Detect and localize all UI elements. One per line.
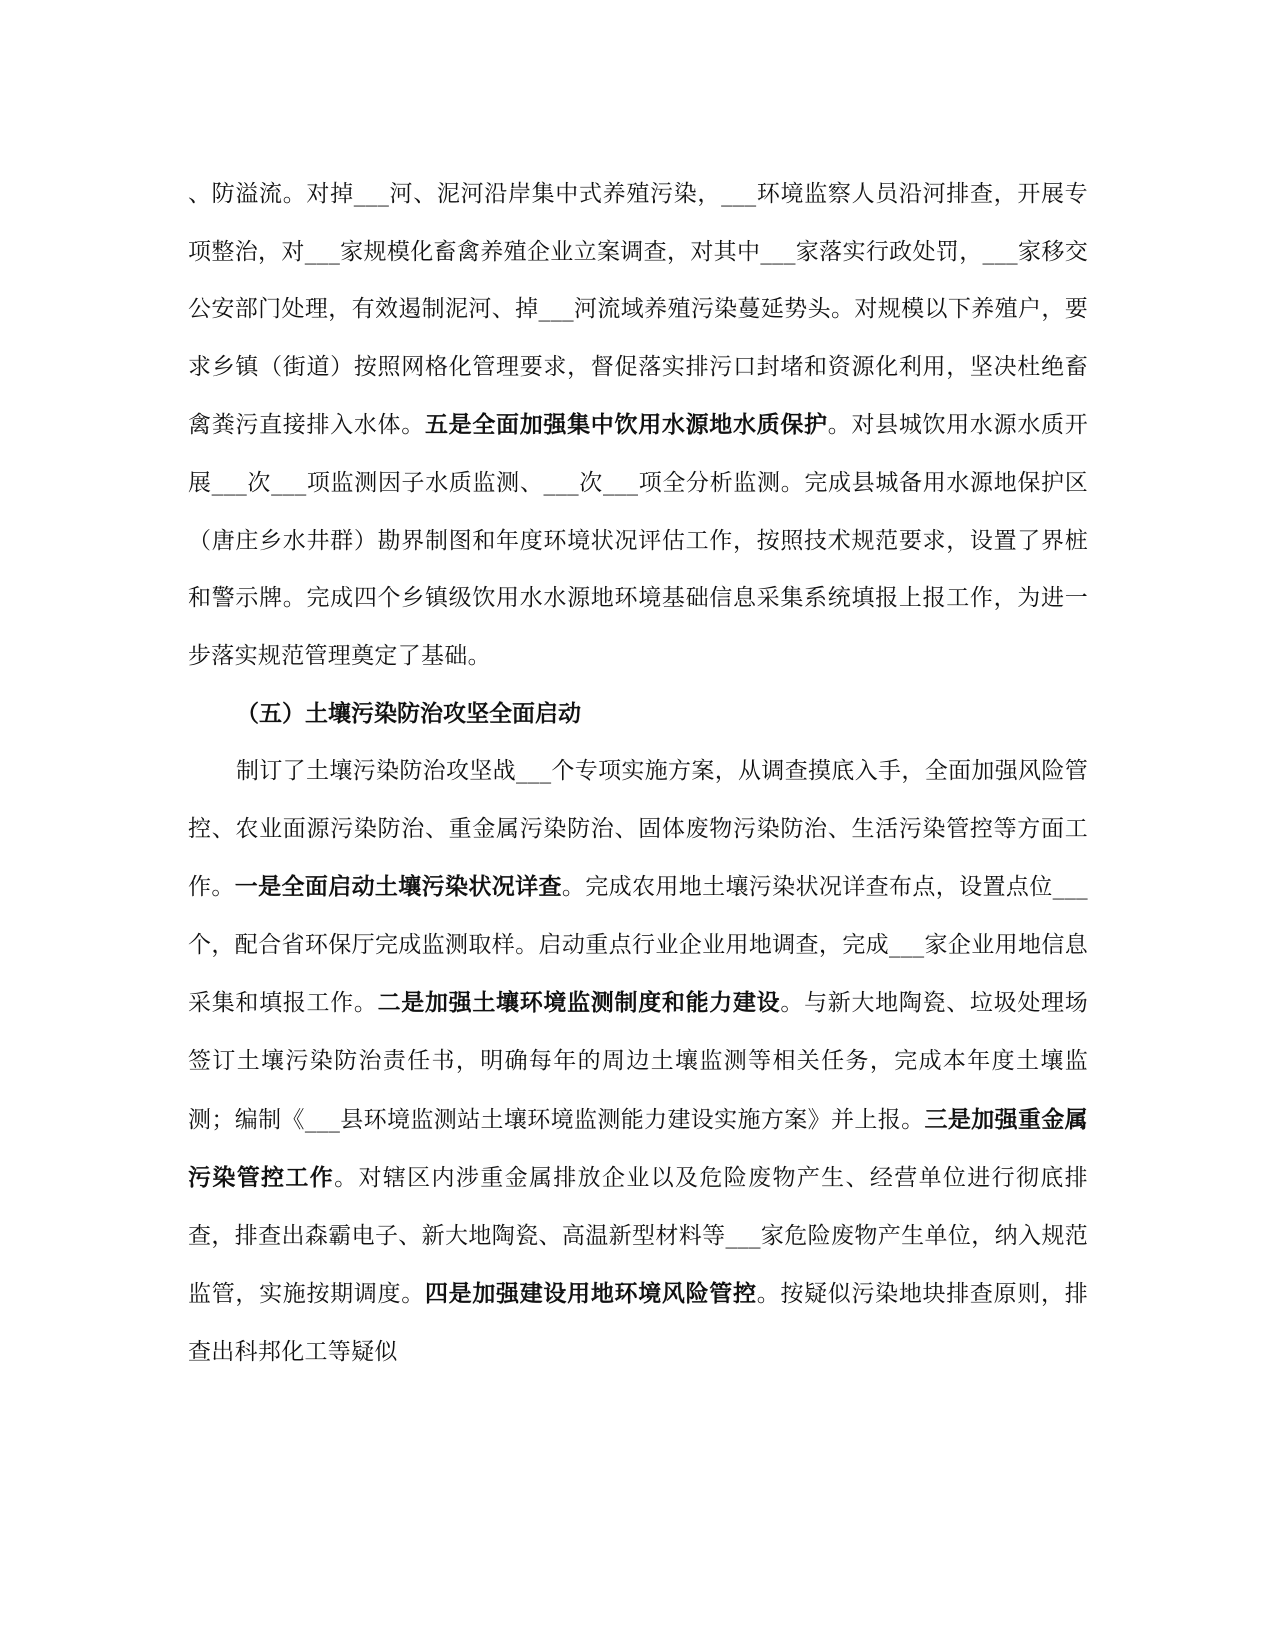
section-heading: （五）土壤污染防治攻坚全面启动 [236, 700, 581, 728]
bold-key-point: 二是加强土壤环境监测制度和能力建设 [377, 989, 781, 1017]
paragraph-text: 、防溢流。对掉___河、泥河沿岸集中式养殖污染，___环境监察人员沿河排查，开展专项整治，对___家规模化畜禽养殖企业立案调查，对其中___家落实行政处罚，___家移交公安部门处理，有效遏制泥河、掉___河流域养殖污染蔓延势头。对规模以下养殖户，要求乡镇（街道）按照网格化管理要求，督促落实排污口封堵和资源化利用，坚决杜绝畜禽粪污直接排入水体。 [188, 181, 1088, 439]
bold-key-point: 四是加强建设用地环境风险管控 [424, 1280, 757, 1308]
paragraph-text: 。按疑似污染地块排查原则，排查出科邦化工等疑似 [188, 1281, 1089, 1365]
paragraph-text: 。与新大地陶瓷、垃圾处理场签订土壤污染防治责任书，明确每年的周边土壤监测等相关任务，完成本年度土壤监测；编制《___县环境监测站土壤环境监测能力建设实施方案》并上报。 [188, 990, 1089, 1133]
bold-key-point: 五是全面加强集中饮用水源地水质保护 [424, 411, 828, 439]
paragraph-water-protection [188, 166, 1088, 685]
bold-key-point: 三是加强重金属污染管控工作 [188, 1105, 1088, 1192]
paragraph-text: 。完成农用地土壤污染状况详查布点，设置点位___个，配合省环保厅完成监测取样。启动重点行业企业用地调查，完成___家企业用地信息采集和填报工作。 [188, 874, 1088, 1017]
paragraph-text: 。对辖区内涉重金属排放企业以及危险废物产生、经营单位进行彻底排查，排查出森霸电子、新大地陶瓷、高温新型材料等___家危险废物产生单位，纳入规范监管，实施按期调度。 [188, 1165, 1088, 1308]
document-body [188, 166, 1088, 1381]
paragraph-text: 。对县城饮用水源水质开展___次___项监测因子水质监测、___次___项全分析监测。完成县城备用水源地保护区（唐庄乡水井群）勘界制图和年度环境状况评估工作，按照技术规范要求，设置了界桩和警示牌。完成四个乡镇级饮用水水源地环境基础信息采集系统填报上报工作，为进一步落实规范管理奠定了基础。 [188, 412, 1089, 669]
paragraph-soil-pollution [188, 743, 1088, 1382]
bold-key-point: 一是全面启动土壤污染状况详查 [234, 873, 562, 901]
paragraph-text: 制订了土壤污染防治攻坚战___个专项实施方案，从调查摸底入手，全面加强风险管控、农业面源污染防治、重金属污染防治、固体废物污染防治、生活污染管控等方面工作。 [188, 757, 1088, 901]
